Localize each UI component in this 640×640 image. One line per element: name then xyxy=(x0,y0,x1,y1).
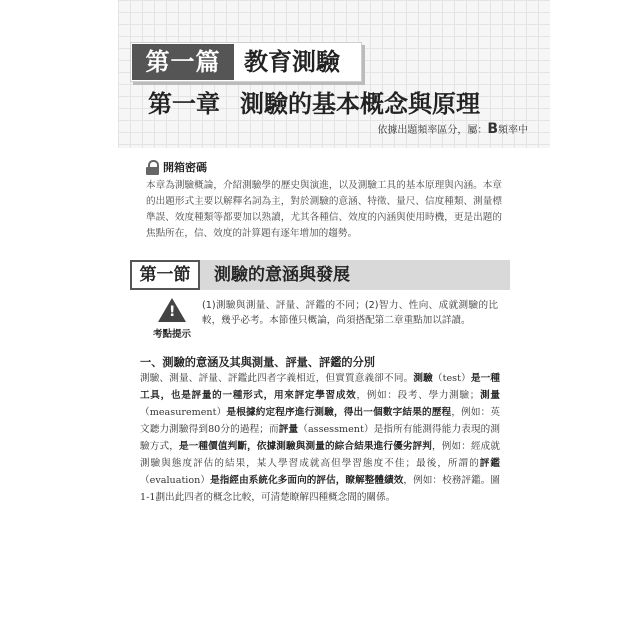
section-title: 測驗的意涵與發展 xyxy=(214,265,350,285)
term-test: 測驗 xyxy=(413,373,433,384)
secret-title: 開箱密碼 xyxy=(163,161,207,174)
body-text: ，例如：英文聽力測驗得到80分的過程；而 xyxy=(140,407,501,435)
book-page xyxy=(118,0,550,640)
section-label: 第一節 xyxy=(130,260,200,290)
keypoint-text: (1)測驗與測量、評量、評鑑的不同；(2)智力、性向、成就測驗的比較，幾乎必考。本節僅只概論，尚須搭配第二章重點加以詳讀。 xyxy=(202,300,498,326)
part-label: 第一篇 xyxy=(132,44,234,80)
frequency-note xyxy=(377,122,528,138)
lock-icon xyxy=(146,160,159,175)
body-paragraph xyxy=(140,370,500,506)
body-text: （test） xyxy=(432,373,471,384)
emphasis-text: 是一種工具，也是評量的一種形式，用來評定學習成效 xyxy=(140,373,501,401)
frequency-prefix: 依據出題頻率區分，屬： xyxy=(377,125,488,136)
body-text: ，例如：段考、學力測驗； xyxy=(356,390,480,401)
frequency-suffix: 頻率中 xyxy=(498,125,528,136)
keypoint-badge xyxy=(148,298,196,340)
secret-text: 本章為測驗概論，介紹測驗學的歷史與演進，以及測驗工具的基本原理與內涵。本章的出題形式主要以解釋名詞為主，對於測驗的意涵、特徵、量尺、信度種類、測量標準誤、效度種類等都要加以熟讀，尤其各種信、效度的內涵與使用時機，更是出題的焦點所在，信、效度的計算題有逐年增加的趨勢。 xyxy=(146,180,502,239)
emphasis-text: 是一種價值判斷，依據測驗與測量的綜合結果進行優劣評判 xyxy=(178,441,433,452)
term-assessment: 評量 xyxy=(278,424,299,435)
body-text: ，例如：經成就測驗與態度評估的結果，某人學習成就高但學習態度不佳；最後，所謂的 xyxy=(140,441,501,469)
body-text: （evaluation） xyxy=(140,475,211,486)
warning-icon: ! xyxy=(158,298,186,322)
body-text: ，例如：校務評鑑。圖1-1劃出此四者的概念比較，可清楚瞭解四種概念間的關係。 xyxy=(140,475,501,503)
part-title: 教育測驗 xyxy=(244,48,340,76)
emphasis-text: 是根據約定程序進行測驗，得出一個數字結果的歷程 xyxy=(226,407,452,418)
body-text: （measurement） xyxy=(140,407,227,418)
secret-heading xyxy=(146,158,207,176)
emphasis-text: 是指經由系統化多面向的評估，瞭解整體績效 xyxy=(210,475,404,486)
chapter-label: 第一章 xyxy=(148,90,220,118)
frequency-level: B xyxy=(487,121,498,137)
chapter-title: 測驗的基本概念與原理 xyxy=(240,90,480,118)
body-text: 測驗、測量、評量、評鑑此四者字義相近，但實質意義卻不同。 xyxy=(140,373,414,384)
term-measurement: 測量 xyxy=(479,390,501,401)
chapter-heading xyxy=(148,88,480,120)
body-text: （assessment）是指所有能測得能力表現的測驗方式， xyxy=(140,424,500,452)
keypoint-label: 考點提示 xyxy=(152,329,191,340)
term-evaluation: 評鑑 xyxy=(479,458,501,469)
chapter-header xyxy=(118,0,550,148)
subsection-heading: 一、測驗的意涵及其與測量、評量、評鑑的分別 xyxy=(140,356,375,369)
